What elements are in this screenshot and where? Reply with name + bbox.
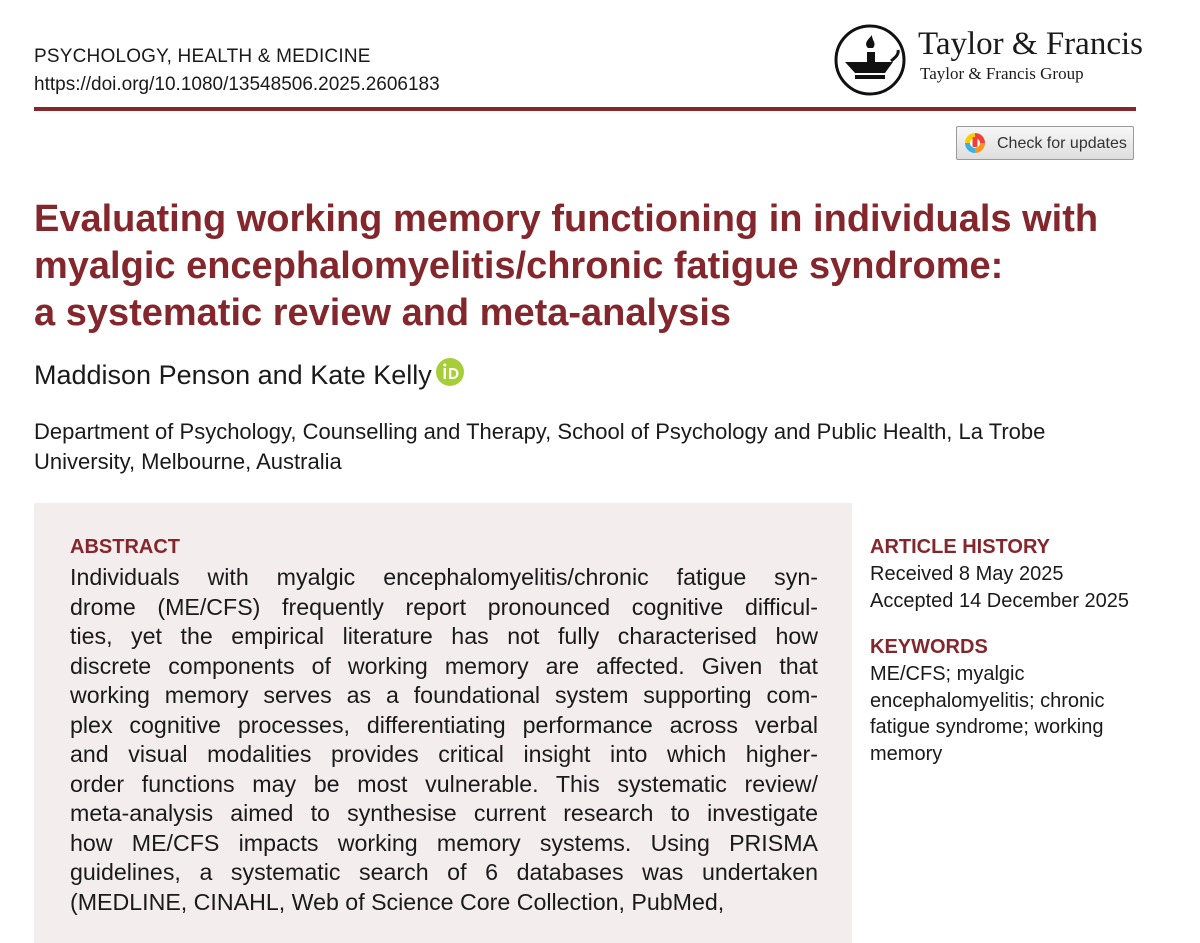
abstract-line: drome (ME/CFS) frequently report pronounced cognitive difficul- <box>70 593 818 620</box>
keyword-line: memory <box>870 742 943 765</box>
lamp-logo-icon <box>833 24 907 96</box>
check-for-updates-label: Check for updates <box>997 135 1127 152</box>
abstract-line: plex cognitive processes, differentiating performance across verbal <box>70 711 818 738</box>
crossmark-icon <box>964 132 986 154</box>
title-line: myalgic encephalomyelitis/chronic fatigue syndrome: <box>34 245 1004 287</box>
affiliation-line: Department of Psychology, Counselling and Therapy, School of Psychology and Public Health, La Trobe <box>34 419 1046 444</box>
abstract-line: meta-analysis aimed to synthesise current research to investigate <box>70 800 818 826</box>
abstract-line: and visual modalities provides critical insight into which higher- <box>70 741 818 767</box>
abstract-line: (MEDLINE, CINAHL, Web of Science Core Collection, PubMed, <box>70 888 725 915</box>
abstract-line: discrete components of working memory are affected. Given that <box>70 652 818 679</box>
header-rule <box>34 107 1136 111</box>
keyword-line: ME/CFS; myalgic <box>870 663 1025 685</box>
abstract-heading: ABSTRACT <box>70 536 180 558</box>
keyword-line: encephalomyelitis; chronic <box>870 689 1105 712</box>
keywords-heading: KEYWORDS <box>870 636 988 658</box>
article-history <box>870 561 1129 614</box>
article-title <box>34 196 1144 337</box>
abstract-line: order functions may be most vulnerable. This systematic review/ <box>70 770 818 797</box>
publisher-group: Taylor & Francis Group <box>920 64 1084 83</box>
affiliation-line: University, Melbourne, Australia <box>34 449 342 474</box>
author-names: Maddison Penson and Kate Kelly <box>34 360 432 390</box>
author-line <box>34 357 465 391</box>
accepted-date: Accepted 14 December 2025 <box>870 589 1130 612</box>
abstract-line: Individuals with myalgic encephalomyelitis/chronic fatigue syn- <box>70 564 818 590</box>
title-line: Evaluating working memory functioning in individuals with <box>34 198 1099 240</box>
abstract-line: ties, yet the empirical literature has not fully characterised how <box>70 623 818 649</box>
abstract-line: how ME/CFS impacts working memory systems. Using PRISMA <box>70 829 818 856</box>
keyword-line: fatigue syndrome; working <box>870 716 1104 738</box>
publisher-name: Taylor & Francis <box>918 26 1143 62</box>
affiliation <box>34 417 1144 477</box>
title-line: a systematic review and meta-analysis <box>34 292 732 334</box>
abstract-line: guidelines, a systematic search of 6 databases was undertaken <box>70 859 818 885</box>
received-date: Received 8 May 2025 <box>870 563 1064 585</box>
orcid-icon[interactable] <box>435 357 465 387</box>
keywords-list <box>870 661 1105 767</box>
doi-link[interactable]: https://doi.org/10.1080/13548506.2025.2606183 <box>34 74 440 95</box>
abstract-line: working memory serves as a foundational system supporting com- <box>70 682 818 708</box>
abstract-body <box>70 563 818 917</box>
article-history-heading: ARTICLE HISTORY <box>870 536 1051 558</box>
journal-name: PSYCHOLOGY, HEALTH & MEDICINE <box>34 46 371 67</box>
check-for-updates-button[interactable] <box>956 126 1134 160</box>
